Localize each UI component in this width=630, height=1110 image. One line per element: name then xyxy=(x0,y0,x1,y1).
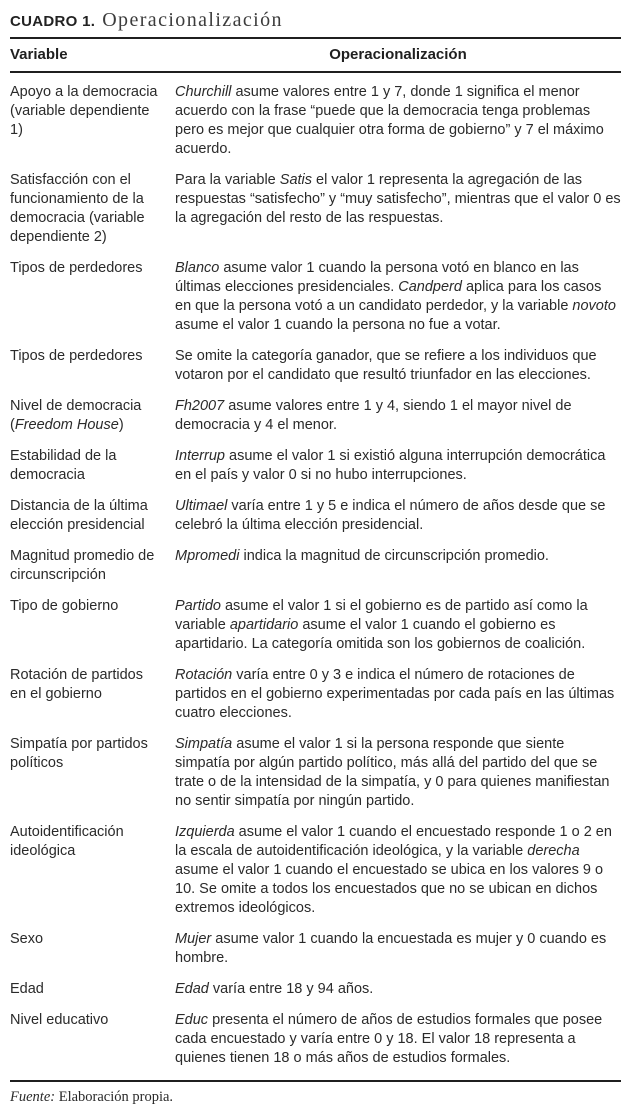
table-row xyxy=(10,171,621,247)
variable-cell xyxy=(10,666,175,723)
source-text: Elaboración propia. xyxy=(55,1089,174,1105)
text-run: el valor 1 representa la agregación de las respuestas “satisfecho” y “muy satisfecho”, mientras que el valor 0 es la agregación del resto de las respuestas. xyxy=(175,172,621,226)
operacionalizacion-cell xyxy=(175,447,621,485)
operacionalizacion-cell xyxy=(175,823,621,918)
text-run: asume el valor 1 si la persona responde que siente simpatía por algún partido político, más allá del partido del que se trate o de la intensidad de la simpatía, y 0 para quienes manifiestan no sentir simpatía por ningún partido. xyxy=(175,736,610,809)
table-row xyxy=(10,397,621,435)
text-run: Magnitud promedio de circunscripción xyxy=(10,548,155,583)
variable-term: Interrup xyxy=(175,448,225,464)
variable-term: Izquierda xyxy=(175,824,235,840)
operacionalizacion-cell xyxy=(175,980,621,999)
variable-term: Satis xyxy=(279,172,313,188)
text-run: asume el valor 1 cuando el gobierno es apartidario. La categoría omitida son los gobiernos de coalición. xyxy=(175,617,586,652)
operacionalizacion-cell xyxy=(175,547,621,585)
text-run: Satisfacción con el funcionamiento de la democracia (variable dependiente 2) xyxy=(10,172,145,245)
variable-term: Edad xyxy=(175,981,209,997)
variable-cell xyxy=(10,397,175,435)
variable-cell xyxy=(10,597,175,654)
variable-cell xyxy=(10,497,175,535)
text-run: Nivel educativo xyxy=(10,1012,109,1028)
table-row xyxy=(10,497,621,535)
variable-term: novoto xyxy=(572,298,616,314)
operacionalizacion-cell xyxy=(175,347,621,385)
text-run: ) xyxy=(118,417,124,433)
variable-term: Educ xyxy=(175,1012,209,1028)
text-run: Para la variable xyxy=(175,172,280,188)
variable-cell xyxy=(10,735,175,811)
text-run: varía entre 1 y 5 e indica el número de años desde que se celebró la última elección presidencial. xyxy=(175,498,606,533)
variable-term: Fh2007 xyxy=(175,398,225,414)
operacionalizacion-cell xyxy=(175,930,621,968)
table-kicker: CUADRO 1. xyxy=(10,13,96,30)
variable-cell xyxy=(10,259,175,335)
text-run: asume el valor 1 si existió alguna interrupción democrática en el país y valor 0 si no hubo interrupciones. xyxy=(175,448,606,483)
column-header-operacionalizacion: Operacionalización xyxy=(329,46,467,63)
text-run: varía entre 0 y 3 e indica el número de rotaciones de partidos en el gobierno experimentadas por cada país en las últimas cuatro elecciones. xyxy=(175,667,615,721)
table-body xyxy=(10,73,621,1068)
text-run: Tipo de gobierno xyxy=(10,598,119,614)
text-run: Edad xyxy=(10,981,44,997)
text-run: Rotación de partidos en el gobierno xyxy=(10,667,143,702)
table-row xyxy=(10,980,621,999)
variable-cell xyxy=(10,1011,175,1068)
variable-term: Mpromedi xyxy=(175,548,240,564)
operacionalizacion-cell xyxy=(175,259,621,335)
text-run: Tipos de perdedores xyxy=(10,348,143,364)
text-run: asume el valor 1 cuando el encuestado se ubica en los valores 9 o 10. Se omite a todos los encuestados que no se ubican en dichos extremos ideológicos. xyxy=(175,862,604,916)
text-run: Estabilidad de la democracia xyxy=(10,448,117,483)
variable-cell xyxy=(10,171,175,247)
variable-cell xyxy=(10,547,175,585)
variable-term: Ultimael xyxy=(175,498,228,514)
text-run: asume valor 1 cuando la encuestada es mujer y 0 cuando es hombre. xyxy=(175,931,607,966)
text-run: varía entre 18 y 94 años. xyxy=(208,981,374,997)
variable-cell xyxy=(10,980,175,999)
text-run: asume el valor 1 si el gobierno es de partido así como la variable xyxy=(175,598,588,633)
text-run: asume valor 1 cuando la persona votó en blanco en las últimas elecciones presidenciales. xyxy=(175,260,579,295)
variable-term: Partido xyxy=(175,598,221,614)
table-row xyxy=(10,666,621,723)
column-header-variable: Variable xyxy=(10,46,68,63)
operacionalizacion-cell xyxy=(175,171,621,247)
text-run: indica la magnitud de circunscripción promedio. xyxy=(239,548,549,564)
operacionalizacion-cell xyxy=(175,397,621,435)
source-label: Fuente: xyxy=(10,1089,56,1105)
variable-term: Freedom House xyxy=(14,417,119,433)
table-row xyxy=(10,735,621,811)
text-run: presenta el número de años de estudios formales que posee cada encuestado y varía entre 0 y 18. El valor 18 representa a quienes tienen 18 o más años de estudios formales. xyxy=(175,1012,603,1066)
text-run: asume valores entre 1 y 7, donde 1 significa el menor acuerdo con la frase “puede que la democracia tenga problemas pero es mejor que cualquier otra forma de gobierno” y 7 el máximo acuerdo. xyxy=(175,84,604,157)
variable-cell xyxy=(10,447,175,485)
table-row xyxy=(10,1011,621,1068)
variable-term: Blanco xyxy=(175,260,220,276)
variable-term: Churchill xyxy=(175,84,232,100)
table-row xyxy=(10,347,621,385)
variable-cell xyxy=(10,823,175,918)
text-run: asume el valor 1 cuando la persona no fue a votar. xyxy=(175,317,501,333)
table-row xyxy=(10,823,621,918)
source-line xyxy=(10,1082,621,1110)
text-run: Autoidentificación ideológica xyxy=(10,824,124,859)
table-row xyxy=(10,930,621,968)
variable-term: apartidario xyxy=(229,617,299,633)
variable-term: derecha xyxy=(527,843,580,859)
operacionalizacion-cell xyxy=(175,597,621,654)
text-run: Nivel de democracia ( xyxy=(10,398,142,433)
text-run: Simpatía por partidos políticos xyxy=(10,736,148,771)
column-header-row xyxy=(10,39,621,71)
table-row xyxy=(10,547,621,585)
variable-term: Mujer xyxy=(175,931,212,947)
text-run: asume el valor 1 cuando el encuestado responde 1 o 2 en la escala de autoidentificación ideológica, y la variable xyxy=(175,824,612,859)
text-run: Sexo xyxy=(10,931,44,947)
operacionalizacion-cell xyxy=(175,1011,621,1068)
table-heading xyxy=(10,7,621,37)
variable-term: Candperd xyxy=(398,279,462,295)
variable-cell xyxy=(10,347,175,385)
variable-cell xyxy=(10,83,175,159)
operacionalizacion-cell xyxy=(175,666,621,723)
variable-cell xyxy=(10,930,175,968)
table-title: Operacionalización xyxy=(102,9,283,31)
text-run: Apoyo a la democracia (variable dependiente 1) xyxy=(10,84,158,138)
table-row xyxy=(10,259,621,335)
operacionalizacion-cell xyxy=(175,735,621,811)
table-row xyxy=(10,597,621,654)
text-run: Distancia de la última elección presidencial xyxy=(10,498,148,533)
operacionalizacion-cell xyxy=(175,497,621,535)
operacionalizacion-cell xyxy=(175,83,621,159)
text-run: Se omite la categoría ganador, que se refiere a los individuos que votaron por el candidato que resultó triunfador en las elecciones. xyxy=(175,348,597,383)
variable-term: Simpatía xyxy=(175,736,233,752)
text-run: asume valores entre 1 y 4, siendo 1 el mayor nivel de democracia y 4 el menor. xyxy=(175,398,572,433)
variable-term: Rotación xyxy=(175,667,233,683)
text-run: aplica para los casos en que la persona votó a un candidato perdedor, y la variable xyxy=(175,279,602,314)
table-row xyxy=(10,83,621,159)
text-run: Tipos de perdedores xyxy=(10,260,143,276)
table-row xyxy=(10,447,621,485)
